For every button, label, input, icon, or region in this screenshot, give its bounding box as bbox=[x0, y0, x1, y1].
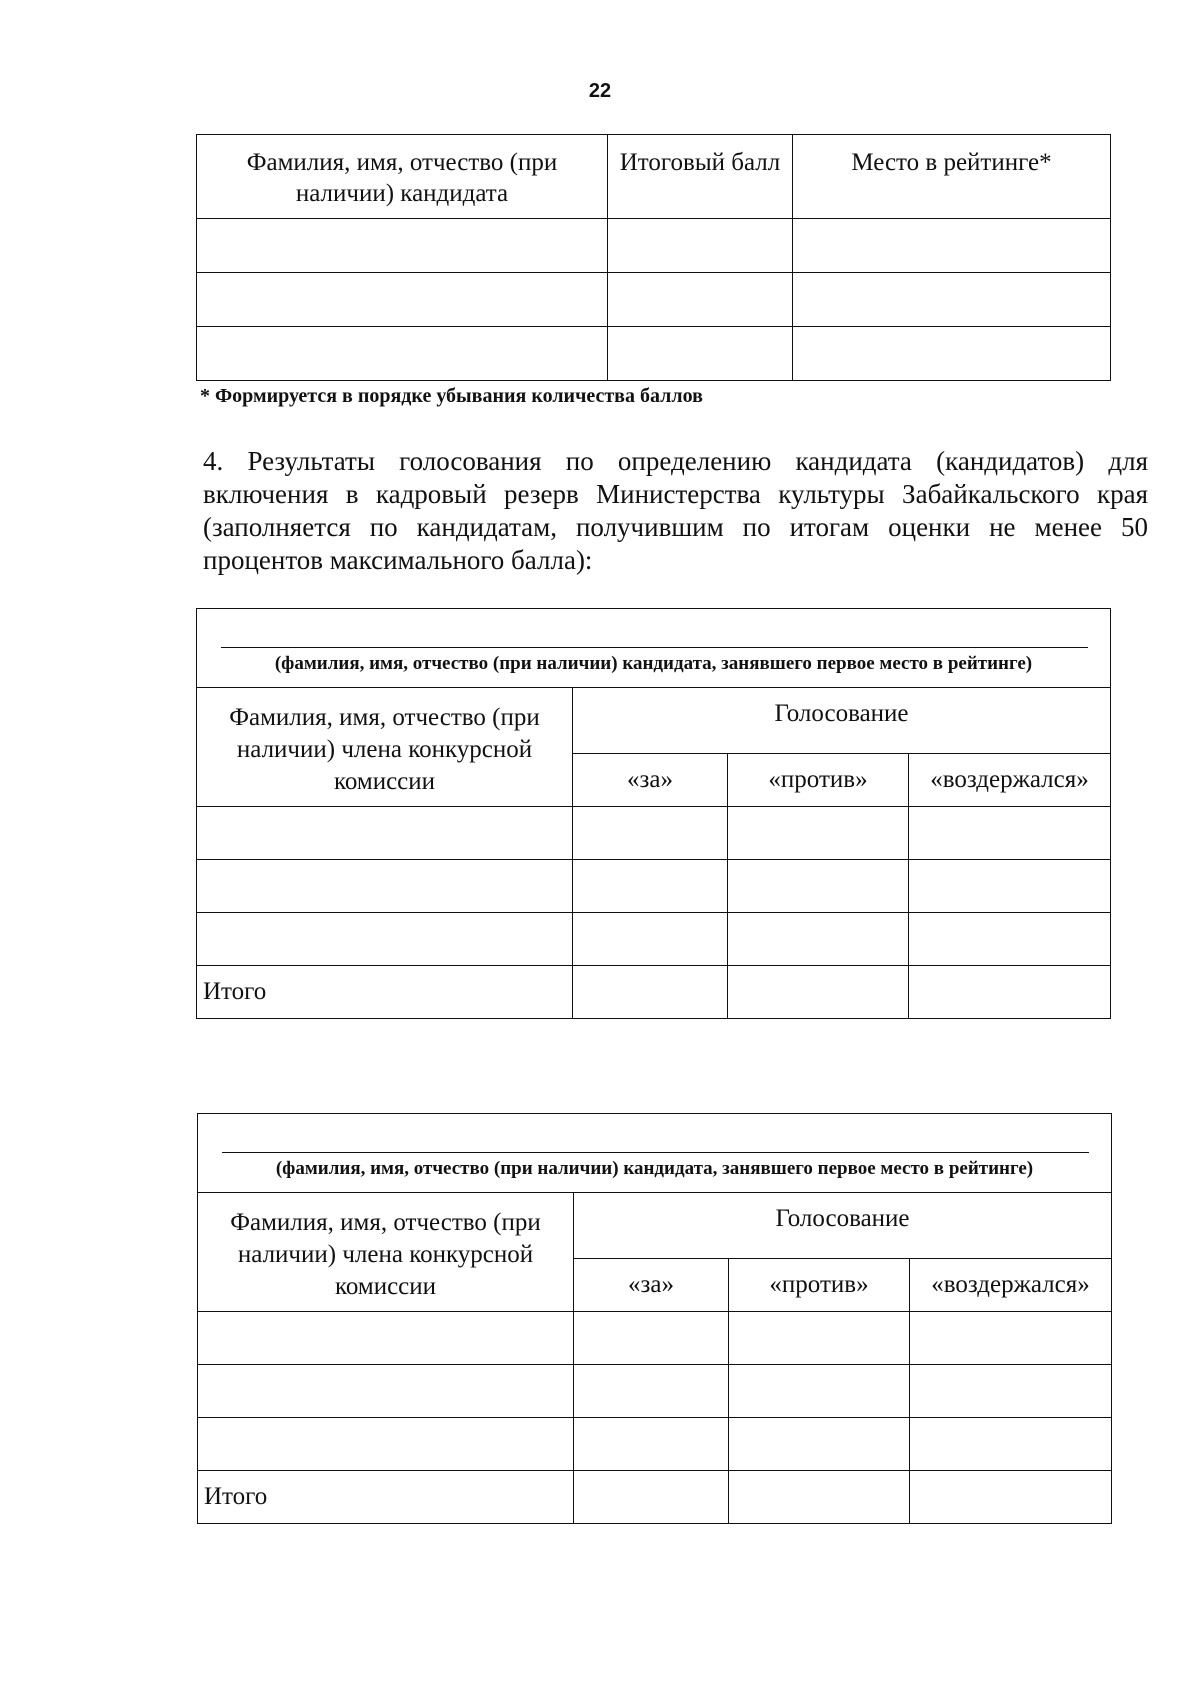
table-cell[interactable] bbox=[198, 1365, 574, 1418]
table-cell[interactable] bbox=[574, 1365, 729, 1418]
table-cell[interactable] bbox=[728, 807, 909, 860]
table-cell[interactable] bbox=[197, 327, 608, 381]
table-row bbox=[197, 913, 1111, 966]
total-row bbox=[198, 1471, 1112, 1524]
page-number: 22 bbox=[588, 80, 612, 102]
table-cell[interactable] bbox=[197, 860, 573, 913]
table-cell[interactable] bbox=[197, 219, 608, 273]
table-row bbox=[197, 219, 1111, 273]
table-cell[interactable] bbox=[909, 860, 1111, 913]
table-cell[interactable] bbox=[910, 1312, 1112, 1365]
table-cell[interactable] bbox=[728, 966, 909, 1019]
member-name-header: Фамилия, имя, отчество (при наличии) члена конкурсной комиссии bbox=[198, 1193, 574, 1312]
table-cell[interactable] bbox=[793, 273, 1111, 327]
voting-header-row bbox=[198, 1193, 1112, 1259]
table-cell[interactable] bbox=[909, 807, 1111, 860]
table-cell[interactable] bbox=[729, 1418, 910, 1471]
table-cell[interactable] bbox=[197, 273, 608, 327]
table-cell[interactable] bbox=[198, 1312, 574, 1365]
table-cell[interactable] bbox=[729, 1312, 910, 1365]
rating-table-header-row bbox=[197, 135, 1111, 219]
candidate-name-cell[interactable] bbox=[198, 1114, 1112, 1193]
rating-table bbox=[196, 134, 1111, 381]
header-candidate-name: Фамилия, имя, отчество (при наличии) кандидата bbox=[197, 135, 608, 219]
table-row bbox=[197, 273, 1111, 327]
member-name-header: Фамилия, имя, отчество (при наличии) члена конкурсной комиссии bbox=[197, 688, 573, 807]
candidate-row bbox=[197, 609, 1111, 688]
table-cell[interactable] bbox=[574, 1418, 729, 1471]
candidate-row bbox=[198, 1114, 1112, 1193]
table-cell[interactable] bbox=[728, 860, 909, 913]
table-row bbox=[198, 1365, 1112, 1418]
table-cell[interactable] bbox=[793, 327, 1111, 381]
candidate-name-line bbox=[222, 1152, 1089, 1153]
table-cell[interactable] bbox=[729, 1365, 910, 1418]
total-row bbox=[197, 966, 1111, 1019]
table-row bbox=[197, 860, 1111, 913]
table-cell[interactable] bbox=[793, 219, 1111, 273]
voting-table-1 bbox=[196, 608, 1111, 1019]
header-final-score: Итоговый балл bbox=[608, 135, 793, 219]
table-cell[interactable] bbox=[198, 1418, 574, 1471]
table-cell[interactable] bbox=[910, 1365, 1112, 1418]
table-cell[interactable] bbox=[608, 219, 793, 273]
option-against: «против» bbox=[729, 1259, 910, 1312]
voting-header: Голосование bbox=[573, 688, 1111, 754]
table-cell[interactable] bbox=[729, 1471, 910, 1524]
table-cell[interactable] bbox=[574, 1471, 729, 1524]
candidate-name-line bbox=[221, 647, 1088, 648]
total-label: Итого bbox=[197, 966, 573, 1019]
voting-header-row bbox=[197, 688, 1111, 754]
option-against: «против» bbox=[728, 754, 909, 807]
table-cell[interactable] bbox=[573, 966, 728, 1019]
candidate-caption: (фамилия, имя, отчество (при наличии) кандидата, занявшего первое место в рейтинге) bbox=[274, 653, 1033, 674]
table-cell[interactable] bbox=[197, 913, 573, 966]
header-rating-place: Место в рейтинге* bbox=[793, 135, 1111, 219]
table-cell[interactable] bbox=[574, 1312, 729, 1365]
table-cell[interactable] bbox=[573, 807, 728, 860]
option-abstained: «воздержался» bbox=[909, 754, 1111, 807]
table-cell[interactable] bbox=[197, 807, 573, 860]
table-row bbox=[198, 1312, 1112, 1365]
table-row bbox=[198, 1418, 1112, 1471]
total-label: Итого bbox=[198, 1471, 574, 1524]
option-for: «за» bbox=[574, 1259, 729, 1312]
table-cell[interactable] bbox=[910, 1418, 1112, 1471]
table-cell[interactable] bbox=[573, 913, 728, 966]
table-row bbox=[197, 327, 1111, 381]
option-abstained: «воздержался» bbox=[910, 1259, 1112, 1312]
option-for: «за» bbox=[573, 754, 728, 807]
table-cell[interactable] bbox=[608, 327, 793, 381]
table-cell[interactable] bbox=[909, 913, 1111, 966]
section-4-paragraph: 4. Результаты голосования по определению кандидата (кандидатов) для включения в кадровый резерв Министерства культуры Забайкальского края (заполняется по кандидатам, получившим по итогам оценки не менее 50 процентов максимального балла): bbox=[203, 446, 1148, 575]
voting-table-2 bbox=[197, 1113, 1112, 1524]
table-cell[interactable] bbox=[573, 860, 728, 913]
table-cell[interactable] bbox=[909, 966, 1111, 1019]
voting-header: Голосование bbox=[574, 1193, 1112, 1259]
table-cell[interactable] bbox=[608, 273, 793, 327]
candidate-name-cell[interactable] bbox=[197, 609, 1111, 688]
table-cell[interactable] bbox=[910, 1471, 1112, 1524]
rating-footnote: * Формируется в порядке убывания количества баллов bbox=[200, 385, 703, 407]
candidate-caption: (фамилия, имя, отчество (при наличии) кандидата, занявшего первое место в рейтинге) bbox=[275, 1158, 1034, 1179]
table-cell[interactable] bbox=[728, 913, 909, 966]
table-row bbox=[197, 807, 1111, 860]
